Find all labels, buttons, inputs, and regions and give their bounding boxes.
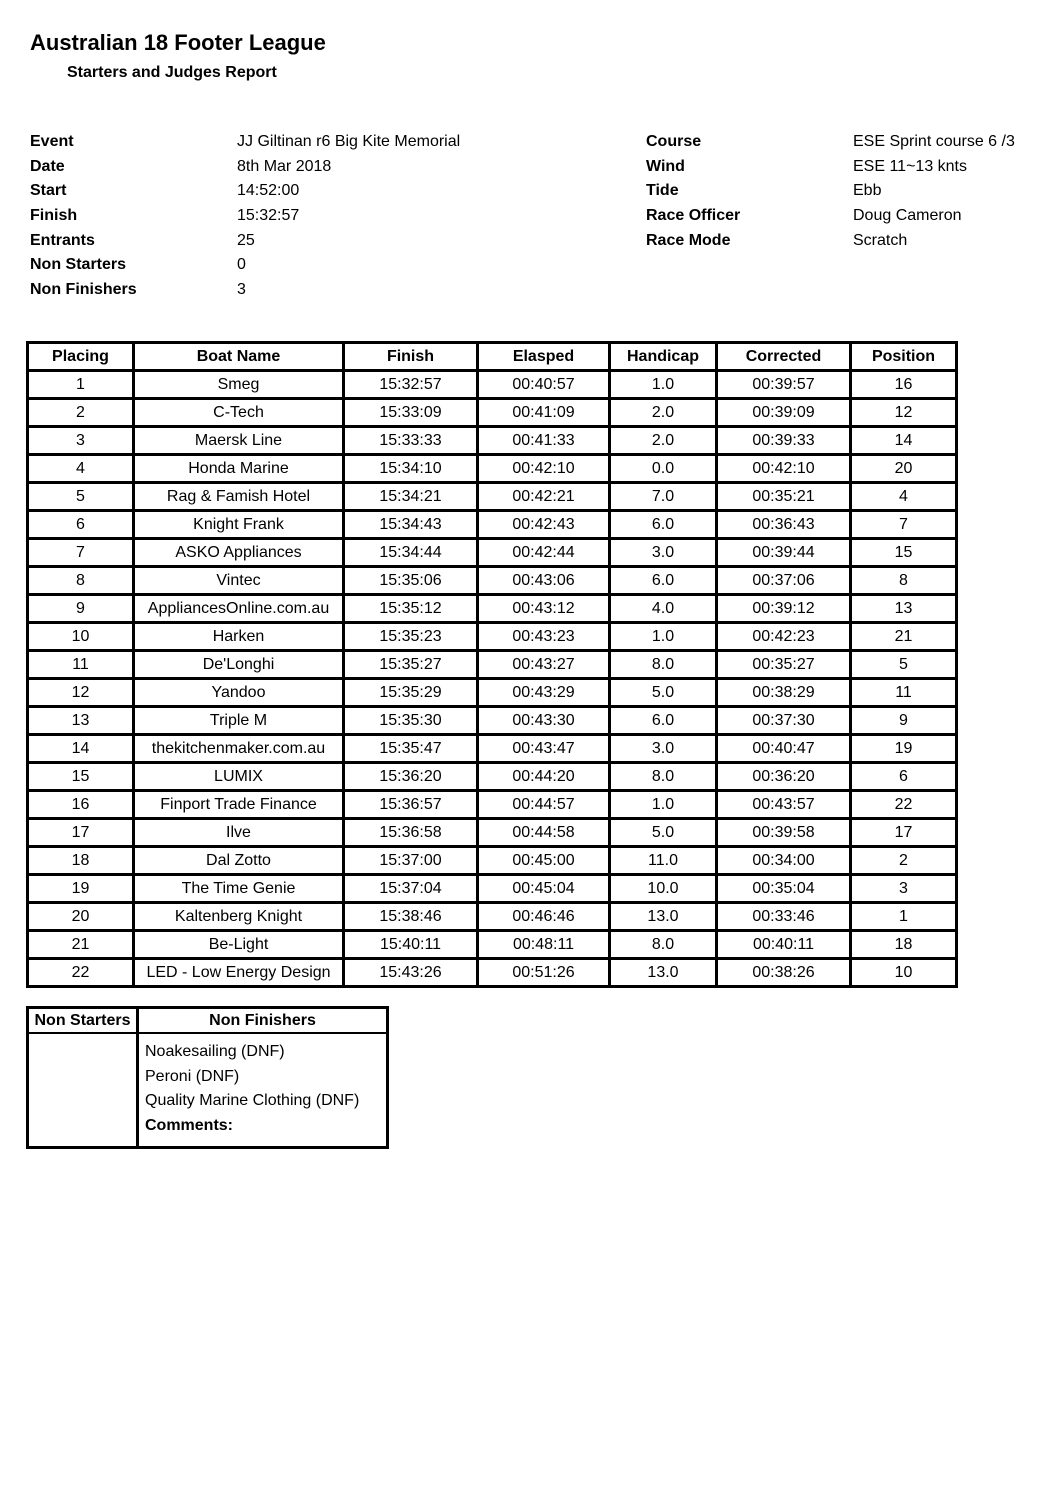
- non-starters-value: 0: [237, 256, 246, 274]
- table-row: [28, 399, 957, 427]
- cell-position: 3: [851, 875, 957, 903]
- cell-handicap: 5.0: [610, 819, 717, 847]
- cell-corrected: 00:35:27: [717, 651, 851, 679]
- cell-finish: 15:35:27: [344, 651, 478, 679]
- cell-placing: 10: [28, 623, 134, 651]
- cell-boat-name: The Time Genie: [134, 875, 344, 903]
- cell-corrected: 00:39:57: [717, 371, 851, 399]
- cell-finish: 15:36:57: [344, 791, 478, 819]
- report-subtitle: Starters and Judges Report: [67, 64, 277, 81]
- cell-finish: 15:35:12: [344, 595, 478, 623]
- cell-finish: 15:37:00: [344, 847, 478, 875]
- cell-handicap: 3.0: [610, 539, 717, 567]
- cell-position: 10: [851, 959, 957, 987]
- table-row: [28, 511, 957, 539]
- cell-boat-name: Vintec: [134, 567, 344, 595]
- cell-placing: 1: [28, 371, 134, 399]
- cell-position: 7: [851, 511, 957, 539]
- table-row: [28, 791, 957, 819]
- cell-placing: 22: [28, 959, 134, 987]
- cell-placing: 16: [28, 791, 134, 819]
- cell-boat-name: Maersk Line: [134, 427, 344, 455]
- cell-handicap: 3.0: [610, 735, 717, 763]
- course-label: Course: [646, 133, 702, 150]
- cell-elapsed: 00:41:33: [478, 427, 610, 455]
- entrants-value: 25: [237, 231, 255, 249]
- info-right-values: [853, 130, 1015, 253]
- table-row: [28, 651, 957, 679]
- wind-label: Wind: [646, 157, 685, 175]
- date-value: 8th Mar 2018: [237, 157, 332, 175]
- cell-corrected: 00:40:11: [717, 931, 851, 959]
- cell-handicap: 6.0: [610, 567, 717, 595]
- col-header-non-starters: Non Starters: [28, 1008, 138, 1034]
- cell-finish: 15:34:43: [344, 511, 478, 539]
- cell-boat-name: C-Tech: [134, 399, 344, 427]
- race-mode-label: Race Mode: [646, 231, 731, 249]
- cell-position: 21: [851, 623, 957, 651]
- cell-boat-name: Finport Trade Finance: [134, 791, 344, 819]
- cell-corrected: 00:38:26: [717, 959, 851, 987]
- table-row: [28, 819, 957, 847]
- cell-finish: 15:32:57: [344, 371, 478, 399]
- cell-handicap: 1.0: [610, 623, 717, 651]
- cell-elapsed: 00:43:47: [478, 735, 610, 763]
- cell-handicap: 8.0: [610, 763, 717, 791]
- cell-elapsed: 00:44:57: [478, 791, 610, 819]
- cell-corrected: 00:39:12: [717, 595, 851, 623]
- cell-elapsed: 00:42:44: [478, 539, 610, 567]
- non-finisher-item: Noakesailing (DNF): [145, 1043, 285, 1060]
- cell-handicap: 13.0: [610, 903, 717, 931]
- cell-finish: 15:37:04: [344, 875, 478, 903]
- cell-placing: 4: [28, 455, 134, 483]
- race-mode-value: Scratch: [853, 231, 908, 249]
- cell-finish: 15:43:26: [344, 959, 478, 987]
- cell-boat-name: LUMIX: [134, 763, 344, 791]
- cell-elapsed: 00:43:27: [478, 651, 610, 679]
- table-row: [28, 735, 957, 763]
- cell-position: 8: [851, 567, 957, 595]
- table-row: [28, 679, 957, 707]
- cell-corrected: 00:42:23: [717, 623, 851, 651]
- col-header-handicap: Handicap: [610, 343, 717, 371]
- non-starters-finishers-table: [26, 1006, 389, 1149]
- col-header-corrected: Corrected: [717, 343, 851, 371]
- cell-boat-name: Smeg: [134, 371, 344, 399]
- table-row: [28, 707, 957, 735]
- results-table: [26, 341, 958, 988]
- cell-position: 11: [851, 679, 957, 707]
- table-row: [28, 763, 957, 791]
- comments-label: Comments:: [145, 1116, 234, 1134]
- entrants-label: Entrants: [30, 231, 95, 249]
- finish-label: Finish: [30, 207, 78, 225]
- table-row: [28, 875, 957, 903]
- cell-placing: 17: [28, 819, 134, 847]
- cell-handicap: 10.0: [610, 875, 717, 903]
- cell-placing: 5: [28, 483, 134, 511]
- cell-elapsed: 00:40:57: [478, 371, 610, 399]
- cell-corrected: 00:33:46: [717, 903, 851, 931]
- cell-position: 13: [851, 595, 957, 623]
- cell-finish: 15:40:11: [344, 931, 478, 959]
- table-row: [28, 371, 957, 399]
- cell-boat-name: Be-Light: [134, 931, 344, 959]
- results-body: [28, 371, 957, 987]
- tide-value: Ebb: [853, 182, 882, 200]
- col-header-finish: Finish: [344, 343, 478, 371]
- non-finisher-item: Peroni (DNF): [145, 1067, 240, 1085]
- cell-placing: 3: [28, 427, 134, 455]
- table-row: [28, 595, 957, 623]
- cell-boat-name: Kaltenberg Knight: [134, 903, 344, 931]
- cell-position: 16: [851, 371, 957, 399]
- cell-boat-name: Triple M: [134, 707, 344, 735]
- cell-corrected: 00:37:30: [717, 707, 851, 735]
- cell-handicap: 13.0: [610, 959, 717, 987]
- cell-position: 19: [851, 735, 957, 763]
- col-header-boat-name: Boat Name: [134, 343, 344, 371]
- cell-finish: 15:33:09: [344, 399, 478, 427]
- date-label: Date: [30, 157, 65, 175]
- cell-placing: 20: [28, 903, 134, 931]
- cell-boat-name: Knight Frank: [134, 511, 344, 539]
- cell-placing: 8: [28, 567, 134, 595]
- cell-position: 15: [851, 539, 957, 567]
- cell-handicap: 6.0: [610, 707, 717, 735]
- cell-corrected: 00:34:00: [717, 847, 851, 875]
- cell-corrected: 00:35:21: [717, 483, 851, 511]
- non-finishers-cell: [138, 1033, 388, 1148]
- cell-finish: 15:36:58: [344, 819, 478, 847]
- cell-corrected: 00:37:06: [717, 567, 851, 595]
- cell-handicap: 4.0: [610, 595, 717, 623]
- cell-handicap: 5.0: [610, 679, 717, 707]
- cell-corrected: 00:35:04: [717, 875, 851, 903]
- table-row: [28, 959, 957, 987]
- non-starters-cell: [28, 1033, 138, 1148]
- cell-placing: 6: [28, 511, 134, 539]
- cell-position: 6: [851, 763, 957, 791]
- table-row: [28, 567, 957, 595]
- report-title: Australian 18 Footer League: [30, 30, 326, 55]
- cell-boat-name: thekitchenmaker.com.au: [134, 735, 344, 763]
- col-header-position: Position: [851, 343, 957, 371]
- cell-placing: 11: [28, 651, 134, 679]
- cell-boat-name: Honda Marine: [134, 455, 344, 483]
- table-row: [28, 903, 957, 931]
- start-label: Start: [30, 182, 67, 200]
- cell-handicap: 2.0: [610, 427, 717, 455]
- table-row: [28, 483, 957, 511]
- start-value: 14:52:00: [237, 182, 300, 200]
- cell-finish: 15:35:47: [344, 735, 478, 763]
- cell-position: 18: [851, 931, 957, 959]
- cell-elapsed: 00:46:46: [478, 903, 610, 931]
- cell-finish: 15:38:46: [344, 903, 478, 931]
- table-row: [28, 931, 957, 959]
- cell-finish: 15:34:10: [344, 455, 478, 483]
- cell-position: 12: [851, 399, 957, 427]
- cell-finish: 15:34:21: [344, 483, 478, 511]
- cell-corrected: 00:36:43: [717, 511, 851, 539]
- cell-finish: 15:35:29: [344, 679, 478, 707]
- cell-elapsed: 00:43:23: [478, 623, 610, 651]
- cell-elapsed: 00:51:26: [478, 959, 610, 987]
- cell-handicap: 0.0: [610, 455, 717, 483]
- info-right-labels: [646, 130, 740, 253]
- cell-boat-name: De'Longhi: [134, 651, 344, 679]
- cell-finish: 15:36:20: [344, 763, 478, 791]
- cell-elapsed: 00:48:11: [478, 931, 610, 959]
- non-finishers-value: 3: [237, 281, 246, 299]
- info-left-labels: [30, 130, 137, 303]
- cell-handicap: 7.0: [610, 483, 717, 511]
- cell-corrected: 00:36:20: [717, 763, 851, 791]
- cell-boat-name: AppliancesOnline.com.au: [134, 595, 344, 623]
- col-header-non-finishers: Non Finishers: [138, 1008, 388, 1034]
- cell-elapsed: 00:42:43: [478, 511, 610, 539]
- cell-position: 4: [851, 483, 957, 511]
- cell-handicap: 8.0: [610, 931, 717, 959]
- cell-finish: 15:34:44: [344, 539, 478, 567]
- cell-handicap: 1.0: [610, 791, 717, 819]
- cell-placing: 12: [28, 679, 134, 707]
- non-table-header-row: [28, 1008, 388, 1034]
- cell-corrected: 00:43:57: [717, 791, 851, 819]
- cell-handicap: 8.0: [610, 651, 717, 679]
- col-header-placing: Placing: [28, 343, 134, 371]
- cell-elapsed: 00:44:58: [478, 819, 610, 847]
- info-left-values: [237, 130, 460, 303]
- cell-position: 1: [851, 903, 957, 931]
- cell-position: 2: [851, 847, 957, 875]
- cell-elapsed: 00:43:12: [478, 595, 610, 623]
- cell-elapsed: 00:45:04: [478, 875, 610, 903]
- cell-corrected: 00:39:33: [717, 427, 851, 455]
- cell-boat-name: Harken: [134, 623, 344, 651]
- cell-corrected: 00:39:44: [717, 539, 851, 567]
- wind-value: ESE 11~13 knts: [853, 157, 967, 175]
- cell-position: 22: [851, 791, 957, 819]
- cell-position: 9: [851, 707, 957, 735]
- cell-corrected: 00:39:09: [717, 399, 851, 427]
- cell-elapsed: 00:44:20: [478, 763, 610, 791]
- cell-placing: 19: [28, 875, 134, 903]
- cell-boat-name: LED - Low Energy Design: [134, 959, 344, 987]
- cell-corrected: 00:40:47: [717, 735, 851, 763]
- cell-placing: 7: [28, 539, 134, 567]
- non-finishers-list: [139, 1034, 386, 1146]
- cell-elapsed: 00:45:00: [478, 847, 610, 875]
- non-table-body-row: [28, 1033, 388, 1148]
- cell-handicap: 1.0: [610, 371, 717, 399]
- cell-elapsed: 00:41:09: [478, 399, 610, 427]
- cell-boat-name: Dal Zotto: [134, 847, 344, 875]
- cell-boat-name: Ilve: [134, 819, 344, 847]
- cell-corrected: 00:39:58: [717, 819, 851, 847]
- cell-placing: 14: [28, 735, 134, 763]
- cell-elapsed: 00:43:30: [478, 707, 610, 735]
- cell-boat-name: Rag & Famish Hotel: [134, 483, 344, 511]
- cell-placing: 2: [28, 399, 134, 427]
- race-officer-label: Race Officer: [646, 207, 741, 225]
- cell-elapsed: 00:43:29: [478, 679, 610, 707]
- table-row: [28, 847, 957, 875]
- cell-corrected: 00:42:10: [717, 455, 851, 483]
- cell-placing: 18: [28, 847, 134, 875]
- col-header-elapsed: Elasped: [478, 343, 610, 371]
- table-row: [28, 455, 957, 483]
- cell-corrected: 00:38:29: [717, 679, 851, 707]
- cell-finish: 15:35:30: [344, 707, 478, 735]
- non-finishers-label: Non Finishers: [30, 281, 137, 299]
- cell-boat-name: ASKO Appliances: [134, 539, 344, 567]
- event-value: JJ Giltinan r6 Big Kite Memorial: [237, 133, 461, 150]
- finish-value: 15:32:57: [237, 207, 300, 225]
- cell-elapsed: 00:42:10: [478, 455, 610, 483]
- table-row: [28, 539, 957, 567]
- tide-label: Tide: [646, 182, 679, 200]
- non-finisher-item: Quality Marine Clothing (DNF): [145, 1092, 360, 1109]
- results-header-row: [28, 343, 957, 371]
- cell-handicap: 11.0: [610, 847, 717, 875]
- cell-position: 5: [851, 651, 957, 679]
- race-officer-value: Doug Cameron: [853, 207, 962, 225]
- cell-elapsed: 00:42:21: [478, 483, 610, 511]
- course-value: ESE Sprint course 6 /3: [853, 133, 1015, 150]
- cell-placing: 15: [28, 763, 134, 791]
- cell-position: 17: [851, 819, 957, 847]
- cell-position: 14: [851, 427, 957, 455]
- cell-finish: 15:35:23: [344, 623, 478, 651]
- cell-elapsed: 00:43:06: [478, 567, 610, 595]
- cell-placing: 9: [28, 595, 134, 623]
- event-label: Event: [30, 133, 74, 150]
- cell-finish: 15:35:06: [344, 567, 478, 595]
- table-row: [28, 427, 957, 455]
- cell-placing: 13: [28, 707, 134, 735]
- cell-finish: 15:33:33: [344, 427, 478, 455]
- non-starters-label: Non Starters: [30, 256, 127, 274]
- cell-placing: 21: [28, 931, 134, 959]
- table-row: [28, 623, 957, 651]
- cell-position: 20: [851, 455, 957, 483]
- cell-boat-name: Yandoo: [134, 679, 344, 707]
- cell-handicap: 6.0: [610, 511, 717, 539]
- cell-handicap: 2.0: [610, 399, 717, 427]
